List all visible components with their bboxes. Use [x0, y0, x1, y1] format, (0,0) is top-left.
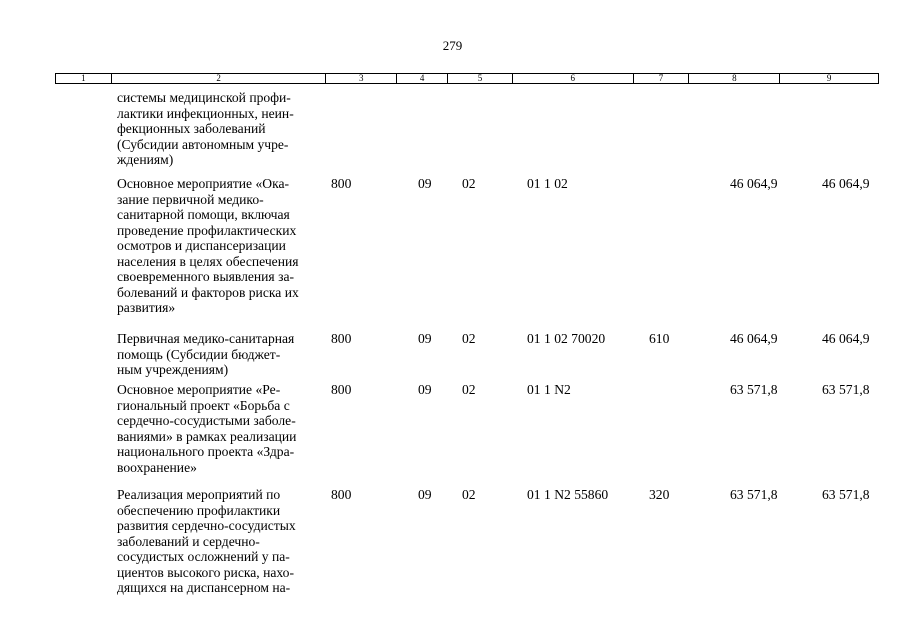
column-header-6: 6	[513, 74, 634, 83]
column-header-7: 7	[634, 74, 690, 83]
column-header-2: 2	[112, 74, 326, 83]
cell-grbs: 800	[331, 176, 352, 191]
cell-grbs: 800	[331, 382, 352, 397]
cell-section: 09	[418, 176, 432, 191]
cell-sum-1: 46 064,9	[730, 176, 778, 191]
column-header-8: 8	[689, 74, 780, 83]
row-description: Основное мероприятие «Ре- гиональный проект «Борьба с сердечно-сосудистыми заболе- ваниями» в рамках реализации национального проекта «Здра- воохранение»	[117, 382, 297, 475]
row-description: Первичная медико-санитарная помощь (Субсидии бюджет- ным учреждениям)	[117, 331, 295, 377]
cell-target-article: 01 1 02	[527, 176, 568, 191]
column-header-9: 9	[826, 73, 832, 83]
column-header-3: 3	[326, 74, 397, 83]
column-header-5: 5	[448, 74, 513, 83]
cell-section: 09	[418, 382, 432, 397]
cell-expense-type: 610	[649, 331, 670, 346]
column-header-1: 1	[56, 74, 112, 83]
cell-sum-2: 63 571,8	[822, 487, 870, 502]
cell-sum-2: 63 571,8	[822, 382, 870, 397]
cell-subsection: 02	[462, 331, 476, 346]
cell-grbs: 800	[331, 487, 352, 502]
cell-target-article: 01 1 N2 55860	[527, 487, 609, 502]
cell-subsection: 02	[462, 487, 476, 502]
table-header-row	[55, 73, 879, 84]
cell-expense-type: 320	[649, 487, 670, 502]
cell-sum-2: 46 064,9	[822, 331, 870, 346]
cell-sum-1: 63 571,8	[730, 487, 778, 502]
cell-subsection: 02	[462, 382, 476, 397]
continuation-description: системы медицинской профи- лактики инфекционных, неин- фекционных заболеваний (Субсидии автономным учре- ждениям)	[117, 90, 294, 167]
cell-target-article: 01 1 N2	[527, 382, 571, 397]
cell-target-article: 01 1 02 70020	[527, 331, 606, 346]
cell-sum-2: 46 064,9	[822, 176, 870, 191]
row-description: Основное мероприятие «Ока- зание первичной медико- санитарной помощи, включая проведение профилактических осмотров и диспансеризации населения в целях обеспечения своевременного выявления за- болеваний и факторов риска их развития»	[117, 176, 299, 315]
cell-section: 09	[418, 331, 432, 346]
page-number: 279	[442, 38, 463, 53]
cell-sum-1: 46 064,9	[730, 331, 778, 346]
cell-section: 09	[418, 487, 432, 502]
row-description: Реализация мероприятий по обеспечению профилактики развития сердечно-сосудистых заболеваний и сердечно- сосудистых осложнений у па- циентов высокого риска, нахо- дящихся на диспансерном на-	[117, 487, 296, 595]
cell-subsection: 02	[462, 176, 476, 191]
column-header-4: 4	[397, 74, 448, 83]
cell-sum-1: 63 571,8	[730, 382, 778, 397]
cell-grbs: 800	[331, 331, 352, 346]
